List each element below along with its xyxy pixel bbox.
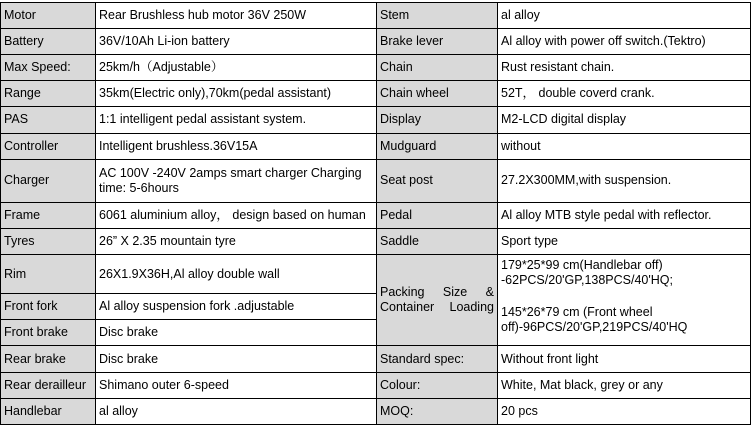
table-row bbox=[1, 346, 751, 372]
packing-label: Packing Size & Container Loading bbox=[377, 255, 498, 346]
spec-label: MOQ: bbox=[377, 398, 498, 424]
spec-label: Chain wheel bbox=[377, 81, 498, 107]
spec-value: 25km/h（Adjustable） bbox=[96, 55, 377, 81]
table-row bbox=[1, 159, 751, 202]
spec-value: Rear Brushless hub motor 36V 250W bbox=[96, 3, 377, 29]
spec-value: without bbox=[498, 133, 751, 159]
spec-value: 35km(Electric only),70km(pedal assistant) bbox=[96, 81, 377, 107]
spec-value: 6061 aluminium alloy， design based on human bbox=[96, 202, 377, 228]
packing-value bbox=[498, 255, 751, 346]
spec-label: Stem bbox=[377, 3, 498, 29]
spec-label: Front fork bbox=[1, 294, 96, 320]
table-row bbox=[1, 29, 751, 55]
spec-label: Chain bbox=[377, 55, 498, 81]
spec-value: al alloy bbox=[498, 3, 751, 29]
spec-label: Charger bbox=[1, 159, 96, 202]
table-row bbox=[1, 398, 751, 424]
spec-value: Rust resistant chain. bbox=[498, 55, 751, 81]
spec-value: Intelligent brushless.36V15A bbox=[96, 133, 377, 159]
spec-label: Saddle bbox=[377, 228, 498, 254]
spec-label: Mudguard bbox=[377, 133, 498, 159]
spec-label: Frame bbox=[1, 202, 96, 228]
spec-label: Tyres bbox=[1, 228, 96, 254]
spec-value: Sport type bbox=[498, 228, 751, 254]
spec-label: Motor bbox=[1, 3, 96, 29]
spec-label: Rear derailleur bbox=[1, 372, 96, 398]
spec-label: Brake lever bbox=[377, 29, 498, 55]
spec-label: Colour: bbox=[377, 372, 498, 398]
spec-value: M2-LCD digital display bbox=[498, 107, 751, 133]
spec-table bbox=[0, 2, 751, 425]
spec-label: Rear brake bbox=[1, 346, 96, 372]
spec-value: Al alloy MTB style pedal with reflector. bbox=[498, 202, 751, 228]
spec-value: 26” X 2.35 mountain tyre bbox=[96, 228, 377, 254]
table-row bbox=[1, 3, 751, 29]
spec-value: 26X1.9X36H,Al alloy double wall bbox=[96, 255, 377, 294]
spec-label: Pedal bbox=[377, 202, 498, 228]
spec-value: 1:1 intelligent pedal assistant system. bbox=[96, 107, 377, 133]
table-row bbox=[1, 372, 751, 398]
spec-value: 27.2X300MM,with suspension. bbox=[498, 159, 751, 202]
packing-value-1: 179*25*99 cm(Handlebar off) -62PCS/20'GP,138PCS/40'HQ; bbox=[501, 258, 673, 288]
spec-value: Al alloy suspension fork .adjustable bbox=[96, 294, 377, 320]
spec-label: Range bbox=[1, 81, 96, 107]
spec-value: Disc brake bbox=[96, 320, 377, 346]
spec-value: 36V/10Ah Li-ion battery bbox=[96, 29, 377, 55]
spec-value: Disc brake bbox=[96, 346, 377, 372]
table-row bbox=[1, 255, 751, 294]
spec-label: Controller bbox=[1, 133, 96, 159]
table-row bbox=[1, 55, 751, 81]
packing-gap bbox=[501, 288, 747, 305]
spec-value: 52T， double coverd crank. bbox=[498, 81, 751, 107]
spec-value: 20 pcs bbox=[498, 398, 751, 424]
table-row bbox=[1, 81, 751, 107]
spec-value: al alloy bbox=[96, 398, 377, 424]
spec-label: PAS bbox=[1, 107, 96, 133]
spec-label: Max Speed: bbox=[1, 55, 96, 81]
table-row bbox=[1, 107, 751, 133]
packing-value-2: 145*26*79 cm (Front wheel off)-96PCS/20'GP,219PCS/40'HQ bbox=[501, 305, 688, 335]
spec-label: Handlebar bbox=[1, 398, 96, 424]
spec-label: Battery bbox=[1, 29, 96, 55]
spec-label: Rim bbox=[1, 255, 96, 294]
table-row bbox=[1, 228, 751, 254]
spec-label: Front brake bbox=[1, 320, 96, 346]
spec-value: Without front light bbox=[498, 346, 751, 372]
spec-value: White, Mat black, grey or any bbox=[498, 372, 751, 398]
spec-value: Al alloy with power off switch.(Tektro) bbox=[498, 29, 751, 55]
table-row bbox=[1, 133, 751, 159]
spec-label: Display bbox=[377, 107, 498, 133]
spec-value: Shimano outer 6-speed bbox=[96, 372, 377, 398]
spec-label: Seat post bbox=[377, 159, 498, 202]
table-row bbox=[1, 202, 751, 228]
spec-value: AC 100V -240V 2amps smart charger Charging time: 5-6hours bbox=[96, 159, 377, 202]
spec-label: Standard spec: bbox=[377, 346, 498, 372]
